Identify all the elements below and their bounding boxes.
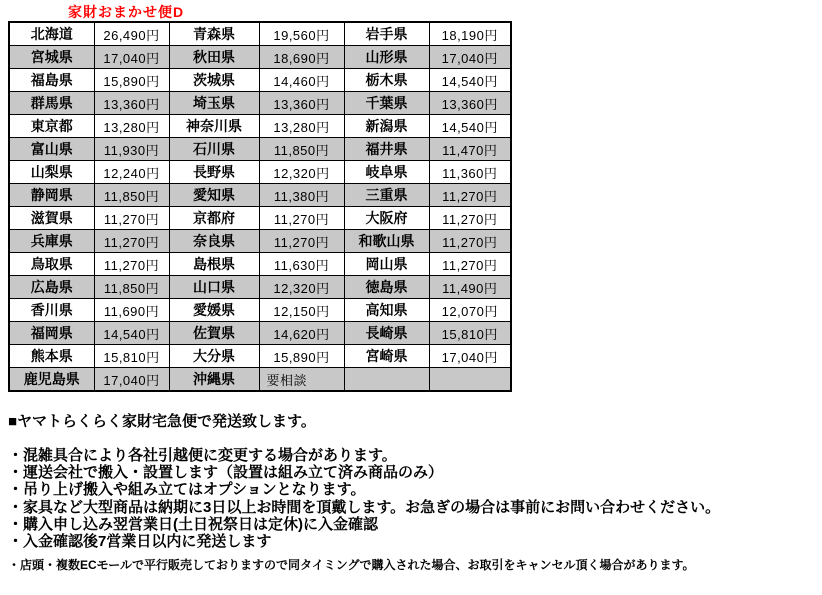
prefecture-cell: 広島県	[9, 276, 94, 299]
table-row	[9, 69, 511, 92]
price-cell: 13,280円	[259, 115, 344, 138]
prefecture-cell: 熊本県	[9, 345, 94, 368]
note-item: ・入金確認後7営業日以内に発送します	[8, 533, 272, 551]
prefecture-cell: 山梨県	[9, 161, 94, 184]
prefecture-cell: 北海道	[9, 22, 94, 46]
prefecture-cell: 石川県	[169, 138, 259, 161]
prefecture-cell: 大阪府	[344, 207, 429, 230]
note-item: ・運送会社で搬入・設置します（設置は組み立て済み商品のみ）	[8, 464, 444, 482]
table-row	[9, 230, 511, 253]
prefecture-cell: 大分県	[169, 345, 259, 368]
price-cell: 11,690円	[94, 299, 169, 322]
notes-list	[8, 447, 818, 550]
price-cell: 26,490円	[94, 22, 169, 46]
prefecture-cell: 宮崎県	[344, 345, 429, 368]
prefecture-cell: 鹿児島県	[9, 368, 94, 392]
price-cell: 13,360円	[429, 92, 511, 115]
prefecture-cell: 福井県	[344, 138, 429, 161]
prefecture-cell: 岩手県	[344, 22, 429, 46]
prefecture-cell: 茨城県	[169, 69, 259, 92]
price-cell: 17,040円	[94, 46, 169, 69]
price-cell: 13,280円	[94, 115, 169, 138]
prefecture-cell: 富山県	[9, 138, 94, 161]
price-cell	[429, 368, 511, 392]
price-cell: 15,890円	[94, 69, 169, 92]
prefecture-cell: 徳島県	[344, 276, 429, 299]
prefecture-cell: 岐阜県	[344, 161, 429, 184]
note-item: ・家具など大型商品は納期に3日以上お時間を頂戴します。お急ぎの場合は事前にお問い合わせください。	[8, 498, 721, 516]
prefecture-cell: 山口県	[169, 276, 259, 299]
prefecture-cell: 千葉県	[344, 92, 429, 115]
price-cell: 11,470円	[429, 138, 511, 161]
table-row	[9, 276, 511, 299]
price-cell: 13,360円	[259, 92, 344, 115]
price-cell: 12,070円	[429, 299, 511, 322]
prefecture-cell: 鳥取県	[9, 253, 94, 276]
prefecture-cell: 岡山県	[344, 253, 429, 276]
price-cell: 11,270円	[259, 230, 344, 253]
prefecture-cell: 三重県	[344, 184, 429, 207]
price-cell: 11,270円	[259, 207, 344, 230]
price-cell: 12,150円	[259, 299, 344, 322]
table-row	[9, 207, 511, 230]
price-cell: 11,270円	[94, 253, 169, 276]
price-cell: 18,190円	[429, 22, 511, 46]
prefecture-cell	[344, 368, 429, 392]
price-cell: 18,690円	[259, 46, 344, 69]
table-row	[9, 322, 511, 345]
price-cell: 11,270円	[429, 184, 511, 207]
prefecture-cell: 愛媛県	[169, 299, 259, 322]
table-row	[9, 368, 511, 392]
price-cell: 12,320円	[259, 276, 344, 299]
price-cell: 14,540円	[94, 322, 169, 345]
shipping-fee-title: 家財おまかせ便D	[68, 4, 185, 20]
note-item: ・混雑具合により各社引越便に変更する場合があります。	[8, 447, 397, 464]
table-row	[9, 345, 511, 368]
prefecture-cell: 青森県	[169, 22, 259, 46]
table-row	[9, 92, 511, 115]
prefecture-cell: 福岡県	[9, 322, 94, 345]
prefecture-cell: 愛知県	[169, 184, 259, 207]
prefecture-cell: 奈良県	[169, 230, 259, 253]
prefecture-cell: 埼玉県	[169, 92, 259, 115]
price-cell: 15,810円	[429, 322, 511, 345]
table-row	[9, 299, 511, 322]
price-cell: 11,270円	[429, 230, 511, 253]
notes-heading: ■ヤマトらくらく家財宅急便で発送致します。	[8, 413, 316, 430]
prefecture-cell: 兵庫県	[9, 230, 94, 253]
price-cell: 12,240円	[94, 161, 169, 184]
price-cell: 19,560円	[259, 22, 344, 46]
price-cell: 11,270円	[429, 253, 511, 276]
price-cell: 17,040円	[429, 345, 511, 368]
prefecture-cell: 宮城県	[9, 46, 94, 69]
table-row	[9, 184, 511, 207]
price-cell: 13,360円	[94, 92, 169, 115]
prefecture-cell: 香川県	[9, 299, 94, 322]
prefecture-cell: 東京都	[9, 115, 94, 138]
price-cell: 17,040円	[429, 46, 511, 69]
price-cell: 14,460円	[259, 69, 344, 92]
prefecture-cell: 栃木県	[344, 69, 429, 92]
prefecture-cell: 滋賀県	[9, 207, 94, 230]
table-row	[9, 115, 511, 138]
price-cell: 要相談	[259, 368, 344, 392]
note-item: ・購入申し込み翌営業日(土日祝祭日は定休)に入金確認	[8, 515, 378, 533]
table-row	[9, 138, 511, 161]
price-cell: 11,270円	[94, 207, 169, 230]
prefecture-cell: 長野県	[169, 161, 259, 184]
note-item: ・吊り上げ搬入や組み立てはオプションとなります。	[8, 481, 366, 499]
table-row	[9, 22, 511, 46]
price-cell: 17,040円	[94, 368, 169, 392]
prefecture-cell: 京都府	[169, 207, 259, 230]
prefecture-cell: 島根県	[169, 253, 259, 276]
prefecture-cell: 神奈川県	[169, 115, 259, 138]
table-row	[9, 46, 511, 69]
price-cell: 11,490円	[429, 276, 511, 299]
prefecture-cell: 和歌山県	[344, 230, 429, 253]
price-cell: 11,930円	[94, 138, 169, 161]
price-cell: 11,850円	[259, 138, 344, 161]
price-cell: 14,620円	[259, 322, 344, 345]
price-cell: 12,320円	[259, 161, 344, 184]
table-row	[9, 161, 511, 184]
notes-footnote: ・店頭・複数ECモールで平行販売しておりますので同タイミングで購入された場合、お取引をキャンセル頂く場合があります。	[8, 558, 695, 573]
prefecture-cell: 佐賀県	[169, 322, 259, 345]
price-cell: 11,360円	[429, 161, 511, 184]
price-cell: 11,850円	[94, 276, 169, 299]
prefecture-cell: 秋田県	[169, 46, 259, 69]
price-cell: 14,540円	[429, 115, 511, 138]
prefecture-cell: 山形県	[344, 46, 429, 69]
price-cell: 15,890円	[259, 345, 344, 368]
price-cell: 11,270円	[94, 230, 169, 253]
shipping-fee-table	[8, 21, 512, 392]
prefecture-cell: 福島県	[9, 69, 94, 92]
price-cell: 14,540円	[429, 69, 511, 92]
price-cell: 15,810円	[94, 345, 169, 368]
prefecture-cell: 沖縄県	[169, 368, 259, 392]
prefecture-cell: 群馬県	[9, 92, 94, 115]
prefecture-cell: 長崎県	[344, 322, 429, 345]
prefecture-cell: 新潟県	[344, 115, 429, 138]
price-cell: 11,850円	[94, 184, 169, 207]
prefecture-cell: 高知県	[344, 299, 429, 322]
table-row	[9, 253, 511, 276]
shipping-notes	[8, 412, 818, 573]
prefecture-cell: 静岡県	[9, 184, 94, 207]
price-cell: 11,630円	[259, 253, 344, 276]
fee-table-body	[9, 22, 511, 391]
price-cell: 11,380円	[259, 184, 344, 207]
price-cell: 11,270円	[429, 207, 511, 230]
